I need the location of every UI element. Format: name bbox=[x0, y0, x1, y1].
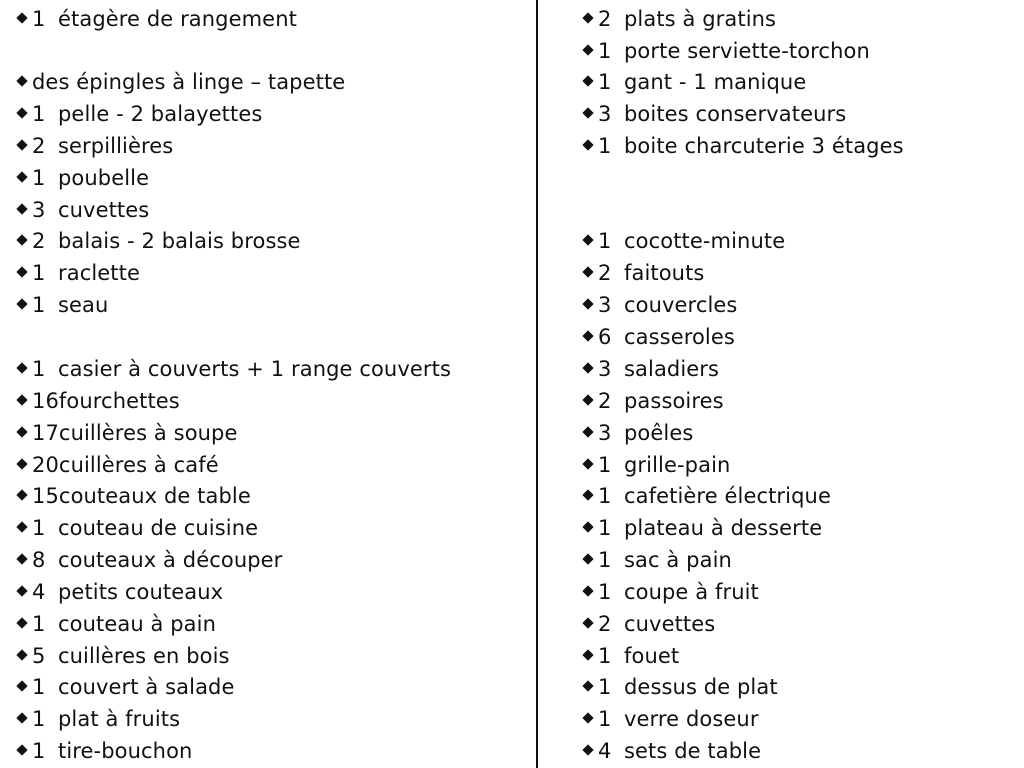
item-quantity: 8 bbox=[32, 548, 46, 572]
list-item bbox=[584, 450, 730, 480]
diamond-bullet-icon bbox=[582, 107, 593, 118]
item-quantity: 1 bbox=[598, 484, 612, 508]
item-quantity: 3 bbox=[598, 421, 612, 445]
diamond-bullet-icon bbox=[582, 44, 593, 55]
diamond-bullet-icon bbox=[16, 171, 27, 182]
list-item bbox=[584, 36, 870, 66]
list-item bbox=[584, 386, 724, 416]
item-quantity: 16 bbox=[32, 389, 59, 413]
item-label: pelle - 2 balayettes bbox=[58, 102, 263, 126]
item-quantity: 1 bbox=[32, 739, 46, 763]
list-item bbox=[584, 736, 761, 766]
item-label: poêles bbox=[624, 421, 694, 445]
item-label: cuvettes bbox=[624, 612, 716, 636]
list-item bbox=[584, 641, 679, 671]
item-quantity: 1 bbox=[598, 580, 612, 604]
list-item bbox=[584, 4, 776, 34]
list-item bbox=[18, 513, 258, 543]
diamond-bullet-icon bbox=[16, 394, 27, 405]
item-quantity: 1 bbox=[598, 675, 612, 699]
list-item bbox=[584, 354, 719, 384]
diamond-bullet-icon bbox=[582, 75, 593, 86]
diamond-bullet-icon bbox=[16, 617, 27, 628]
diamond-bullet-icon bbox=[16, 75, 27, 86]
item-quantity: 17 bbox=[32, 421, 59, 445]
diamond-bullet-icon bbox=[582, 680, 593, 691]
item-label: couvercles bbox=[624, 293, 738, 317]
diamond-bullet-icon bbox=[16, 712, 27, 723]
item-label: grille-pain bbox=[624, 453, 731, 477]
item-quantity: 5 bbox=[32, 644, 46, 668]
list-item bbox=[18, 99, 262, 129]
diamond-bullet-icon bbox=[582, 234, 593, 245]
list-item bbox=[18, 258, 140, 288]
item-quantity: 2 bbox=[598, 7, 612, 31]
item-quantity: 20 bbox=[32, 453, 59, 477]
list-item bbox=[18, 386, 180, 416]
item-quantity: 1 bbox=[32, 357, 46, 381]
item-quantity: 1 bbox=[32, 612, 46, 636]
item-label: cuvettes bbox=[58, 198, 150, 222]
diamond-bullet-icon bbox=[582, 266, 593, 277]
item-quantity: 15 bbox=[32, 484, 59, 508]
item-quantity: 4 bbox=[598, 739, 612, 763]
item-label: raclette bbox=[58, 261, 140, 285]
diamond-bullet-icon bbox=[582, 489, 593, 500]
item-quantity: 1 bbox=[598, 548, 612, 572]
diamond-bullet-icon bbox=[16, 458, 27, 469]
item-quantity: 1 bbox=[32, 7, 46, 31]
diamond-bullet-icon bbox=[582, 362, 593, 373]
item-label: casier à couverts + 1 range couverts bbox=[58, 357, 452, 381]
item-label: plats à gratins bbox=[624, 7, 777, 31]
item-label: faitouts bbox=[624, 261, 705, 285]
diamond-bullet-icon bbox=[582, 298, 593, 309]
item-quantity: 1 bbox=[598, 134, 612, 158]
list-item bbox=[18, 163, 149, 193]
list-item bbox=[584, 672, 778, 702]
diamond-bullet-icon bbox=[582, 12, 593, 23]
item-quantity: 1 bbox=[598, 707, 612, 731]
list-item bbox=[18, 609, 216, 639]
diamond-bullet-icon bbox=[16, 521, 27, 532]
list-item bbox=[18, 672, 235, 702]
item-label: des épingles à linge – tapette bbox=[32, 70, 346, 94]
list-item bbox=[18, 4, 297, 34]
list-item bbox=[18, 195, 149, 225]
item-label: seau bbox=[58, 293, 109, 317]
item-label: boites conservateurs bbox=[624, 102, 847, 126]
list-item bbox=[18, 418, 238, 448]
item-label: couteaux de table bbox=[58, 484, 251, 508]
list-item bbox=[584, 99, 846, 129]
diamond-bullet-icon bbox=[16, 362, 27, 373]
item-label: coupe à fruit bbox=[624, 580, 759, 604]
diamond-bullet-icon bbox=[16, 12, 27, 23]
diamond-bullet-icon bbox=[582, 553, 593, 564]
item-label: dessus de plat bbox=[624, 675, 778, 699]
diamond-bullet-icon bbox=[16, 680, 27, 691]
item-quantity: 4 bbox=[32, 580, 46, 604]
column-divider bbox=[536, 0, 538, 768]
item-label: cuillères à café bbox=[58, 453, 219, 477]
item-label: étagère de rangement bbox=[58, 7, 297, 31]
item-label: couteau à pain bbox=[58, 612, 216, 636]
list-item bbox=[584, 577, 759, 607]
item-quantity: 2 bbox=[598, 612, 612, 636]
diamond-bullet-icon bbox=[16, 139, 27, 150]
item-label: cuillères en bois bbox=[58, 644, 230, 668]
item-label: petits couteaux bbox=[58, 580, 224, 604]
item-label: casseroles bbox=[624, 325, 735, 349]
item-quantity: 1 bbox=[32, 675, 46, 699]
diamond-bullet-icon bbox=[16, 489, 27, 500]
item-quantity: 1 bbox=[32, 293, 46, 317]
item-quantity: 1 bbox=[32, 707, 46, 731]
diamond-bullet-icon bbox=[582, 521, 593, 532]
list-item bbox=[18, 577, 223, 607]
item-quantity: 1 bbox=[598, 229, 612, 253]
item-label: gant - 1 manique bbox=[624, 70, 807, 94]
diamond-bullet-icon bbox=[16, 203, 27, 214]
list-item bbox=[18, 354, 451, 384]
diamond-bullet-icon bbox=[582, 712, 593, 723]
list-item bbox=[584, 131, 904, 161]
item-quantity: 1 bbox=[32, 102, 46, 126]
item-quantity: 3 bbox=[32, 198, 46, 222]
list-item bbox=[18, 736, 192, 766]
item-label: porte serviette-torchon bbox=[624, 39, 870, 63]
diamond-bullet-icon bbox=[16, 585, 27, 596]
item-label: passoires bbox=[624, 389, 724, 413]
item-quantity: 2 bbox=[32, 229, 46, 253]
item-quantity: 2 bbox=[32, 134, 46, 158]
item-label: plat à fruits bbox=[58, 707, 181, 731]
list-item bbox=[584, 513, 822, 543]
item-quantity: 1 bbox=[598, 70, 612, 94]
item-label: cuillères à soupe bbox=[58, 421, 238, 445]
item-label: balais - 2 balais brosse bbox=[58, 229, 301, 253]
diamond-bullet-icon bbox=[16, 426, 27, 437]
item-label: fourchettes bbox=[58, 389, 180, 413]
diamond-bullet-icon bbox=[582, 458, 593, 469]
item-label: couteaux à découper bbox=[58, 548, 283, 572]
item-quantity: 1 bbox=[598, 516, 612, 540]
list-item bbox=[584, 290, 737, 320]
item-quantity: 1 bbox=[32, 261, 46, 285]
list-item bbox=[18, 641, 230, 671]
list-item bbox=[584, 226, 785, 256]
diamond-bullet-icon bbox=[16, 234, 27, 245]
item-quantity: 2 bbox=[598, 389, 612, 413]
list-item bbox=[18, 481, 251, 511]
diamond-bullet-icon bbox=[16, 649, 27, 660]
item-label: poubelle bbox=[58, 166, 150, 190]
diamond-bullet-icon bbox=[582, 426, 593, 437]
list-item bbox=[584, 418, 693, 448]
item-label: sets de table bbox=[624, 739, 762, 763]
item-quantity: 1 bbox=[32, 166, 46, 190]
item-label: couteau de cuisine bbox=[58, 516, 259, 540]
item-quantity: 1 bbox=[598, 453, 612, 477]
list-item bbox=[584, 545, 732, 575]
list-item bbox=[18, 704, 180, 734]
item-quantity: 1 bbox=[598, 644, 612, 668]
list-item bbox=[18, 131, 173, 161]
item-label: plateau à desserte bbox=[624, 516, 823, 540]
item-quantity: 3 bbox=[598, 293, 612, 317]
list-item bbox=[584, 322, 735, 352]
item-label: tire-bouchon bbox=[58, 739, 193, 763]
diamond-bullet-icon bbox=[16, 744, 27, 755]
item-quantity: 1 bbox=[598, 39, 612, 63]
item-label: sac à pain bbox=[624, 548, 732, 572]
diamond-bullet-icon bbox=[16, 298, 27, 309]
item-quantity: 1 bbox=[32, 516, 46, 540]
item-label: cafetière électrique bbox=[624, 484, 831, 508]
list-item bbox=[18, 226, 301, 256]
item-label: cocotte-minute bbox=[624, 229, 786, 253]
item-quantity: 6 bbox=[598, 325, 612, 349]
diamond-bullet-icon bbox=[582, 330, 593, 341]
diamond-bullet-icon bbox=[582, 394, 593, 405]
diamond-bullet-icon bbox=[16, 107, 27, 118]
diamond-bullet-icon bbox=[582, 585, 593, 596]
item-label: saladiers bbox=[624, 357, 720, 381]
list-item bbox=[584, 704, 759, 734]
diamond-bullet-icon bbox=[16, 266, 27, 277]
item-label: couvert à salade bbox=[58, 675, 235, 699]
list-item bbox=[18, 545, 282, 575]
list-item bbox=[584, 481, 831, 511]
diamond-bullet-icon bbox=[582, 139, 593, 150]
list-item bbox=[584, 258, 704, 288]
diamond-bullet-icon bbox=[582, 649, 593, 660]
item-label: serpillières bbox=[58, 134, 174, 158]
list-item bbox=[18, 67, 345, 97]
list-item bbox=[584, 609, 715, 639]
item-label: verre doseur bbox=[624, 707, 759, 731]
item-label: fouet bbox=[624, 644, 680, 668]
list-item bbox=[18, 450, 219, 480]
diamond-bullet-icon bbox=[582, 617, 593, 628]
item-quantity: 3 bbox=[598, 102, 612, 126]
list-item bbox=[18, 290, 108, 320]
item-quantity: 2 bbox=[598, 261, 612, 285]
item-quantity: 3 bbox=[598, 357, 612, 381]
diamond-bullet-icon bbox=[582, 744, 593, 755]
diamond-bullet-icon bbox=[16, 553, 27, 564]
list-item bbox=[584, 67, 806, 97]
item-label: boite charcuterie 3 étages bbox=[624, 134, 904, 158]
